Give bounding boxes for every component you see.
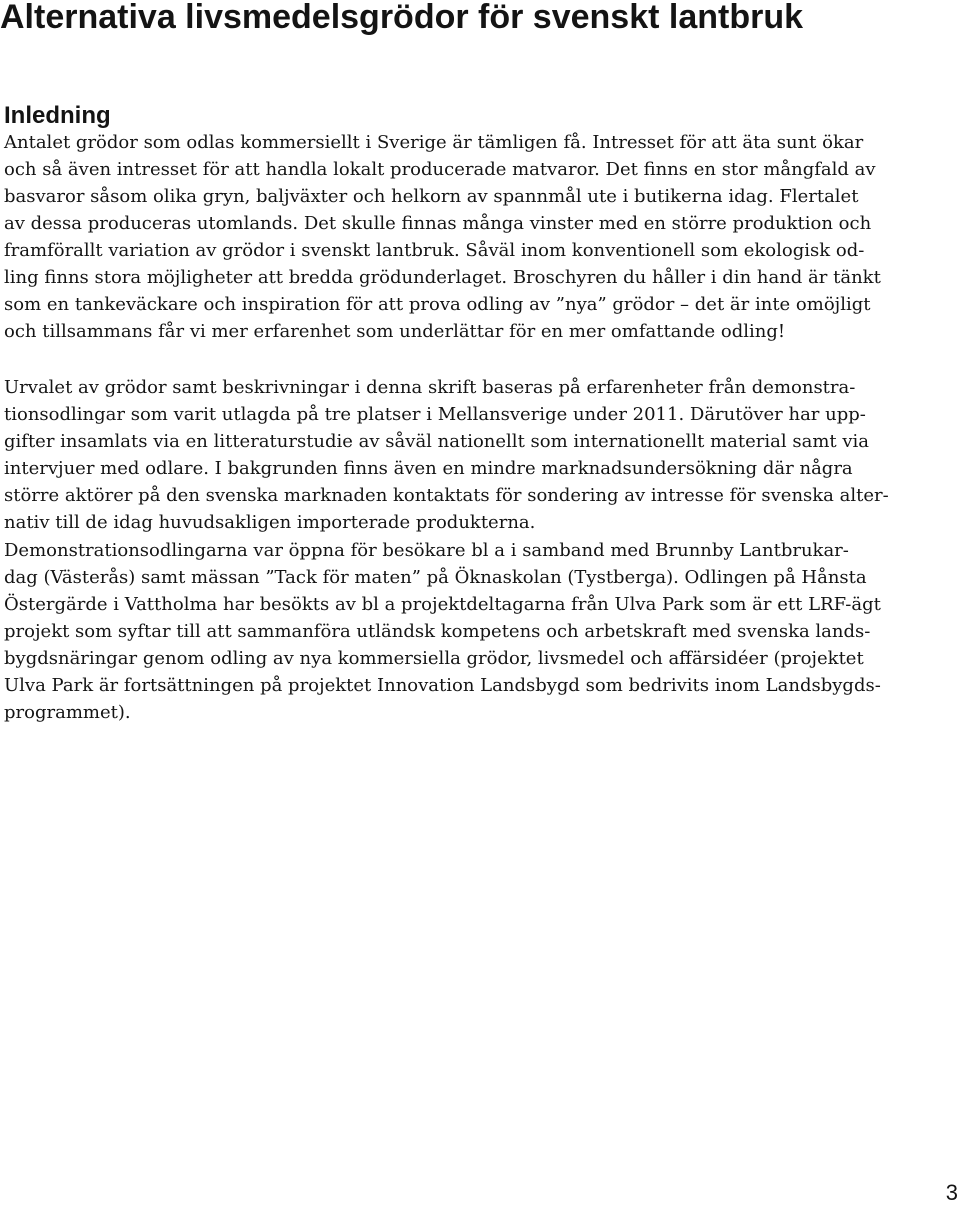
text-line: intervjuer med odlare. I bakgrunden finns även en mindre marknadsundersökning där några: [4, 458, 853, 479]
text-line: Ulva Park är fortsättningen på projektet Innovation Landsbygd som bedrivits inom Landsbygds-: [4, 675, 881, 696]
intro-paragraph: [4, 129, 956, 345]
text-line: dag (Västerås) samt mässan ”Tack för maten” på Öknaskolan (Tystberga). Odlingen på Hånsta: [4, 567, 867, 588]
text-line: basvaror såsom olika gryn, baljväxter och helkorn av spannmål ute i butikerna idag. Flertalet: [4, 186, 859, 207]
text-line: av dessa produceras utomlands. Det skulle finnas många vinster med en större produktion och: [4, 213, 872, 234]
text-line: framförallt variation av grödor i svenskt lantbruk. Såväl inom konventionell som ekologisk od-: [4, 240, 865, 261]
text-line: Antalet grödor som odlas kommersiellt i Sverige är tämligen få. Intresset för att äta sunt ökar: [4, 132, 864, 153]
text-line: programmet).: [4, 702, 131, 723]
page-title: Alternativa livsmedelsgrödor för svenskt lantbruk: [0, 0, 804, 36]
text-line: Östergärde i Vattholma har besökts av bl a projektdeltagarna från Ulva Park som är ett LRF-ägt: [4, 594, 881, 615]
text-line: bygdsnäringar genom odling av nya kommersiella grödor, livsmedel och affärsidéer (projektet: [4, 648, 864, 669]
text-line: större aktörer på den svenska marknaden kontaktats för sondering av intresse för svenska alter-: [4, 485, 889, 506]
text-line: gifter insamlats via en litteraturstudie av såväl nationellt som internationellt material samt via: [4, 431, 869, 452]
text-line: nativ till de idag huvudsakligen importerade produkterna.: [4, 512, 536, 533]
text-line: Demonstrationsodlingarna var öppna för besökare bl a i samband med Brunnby Lantbrukar-: [4, 540, 849, 561]
page-number: 3: [945, 1180, 958, 1205]
section-heading: Inledning: [4, 102, 111, 129]
text-line: tionsodlingar som varit utlagda på tre platser i Mellansverige under 2011. Därutöver har upp-: [4, 404, 866, 425]
text-line: ling finns stora möjligheter att bredda grödunderlaget. Broschyren du håller i din hand är tänkt: [4, 267, 881, 288]
text-line: och tillsammans får vi mer erfarenhet som underlättar för en mer omfattande odling!: [4, 321, 786, 342]
text-line: som en tankeväckare och inspiration för att prova odling av ”nya” grödor – det är inte omöjligt: [4, 294, 871, 315]
demonstration-paragraph: [4, 537, 956, 726]
text-line: Urvalet av grödor samt beskrivningar i denna skrift baseras på erfarenheter från demonstra-: [4, 377, 856, 398]
text-line: och så även intresset för att handla lokalt producerade matvaror. Det finns en stor mångfald av: [4, 159, 876, 180]
methods-paragraph: [4, 374, 956, 536]
text-line: projekt som syftar till att sammanföra utländsk kompetens och arbetskraft med svenska lands-: [4, 621, 871, 642]
